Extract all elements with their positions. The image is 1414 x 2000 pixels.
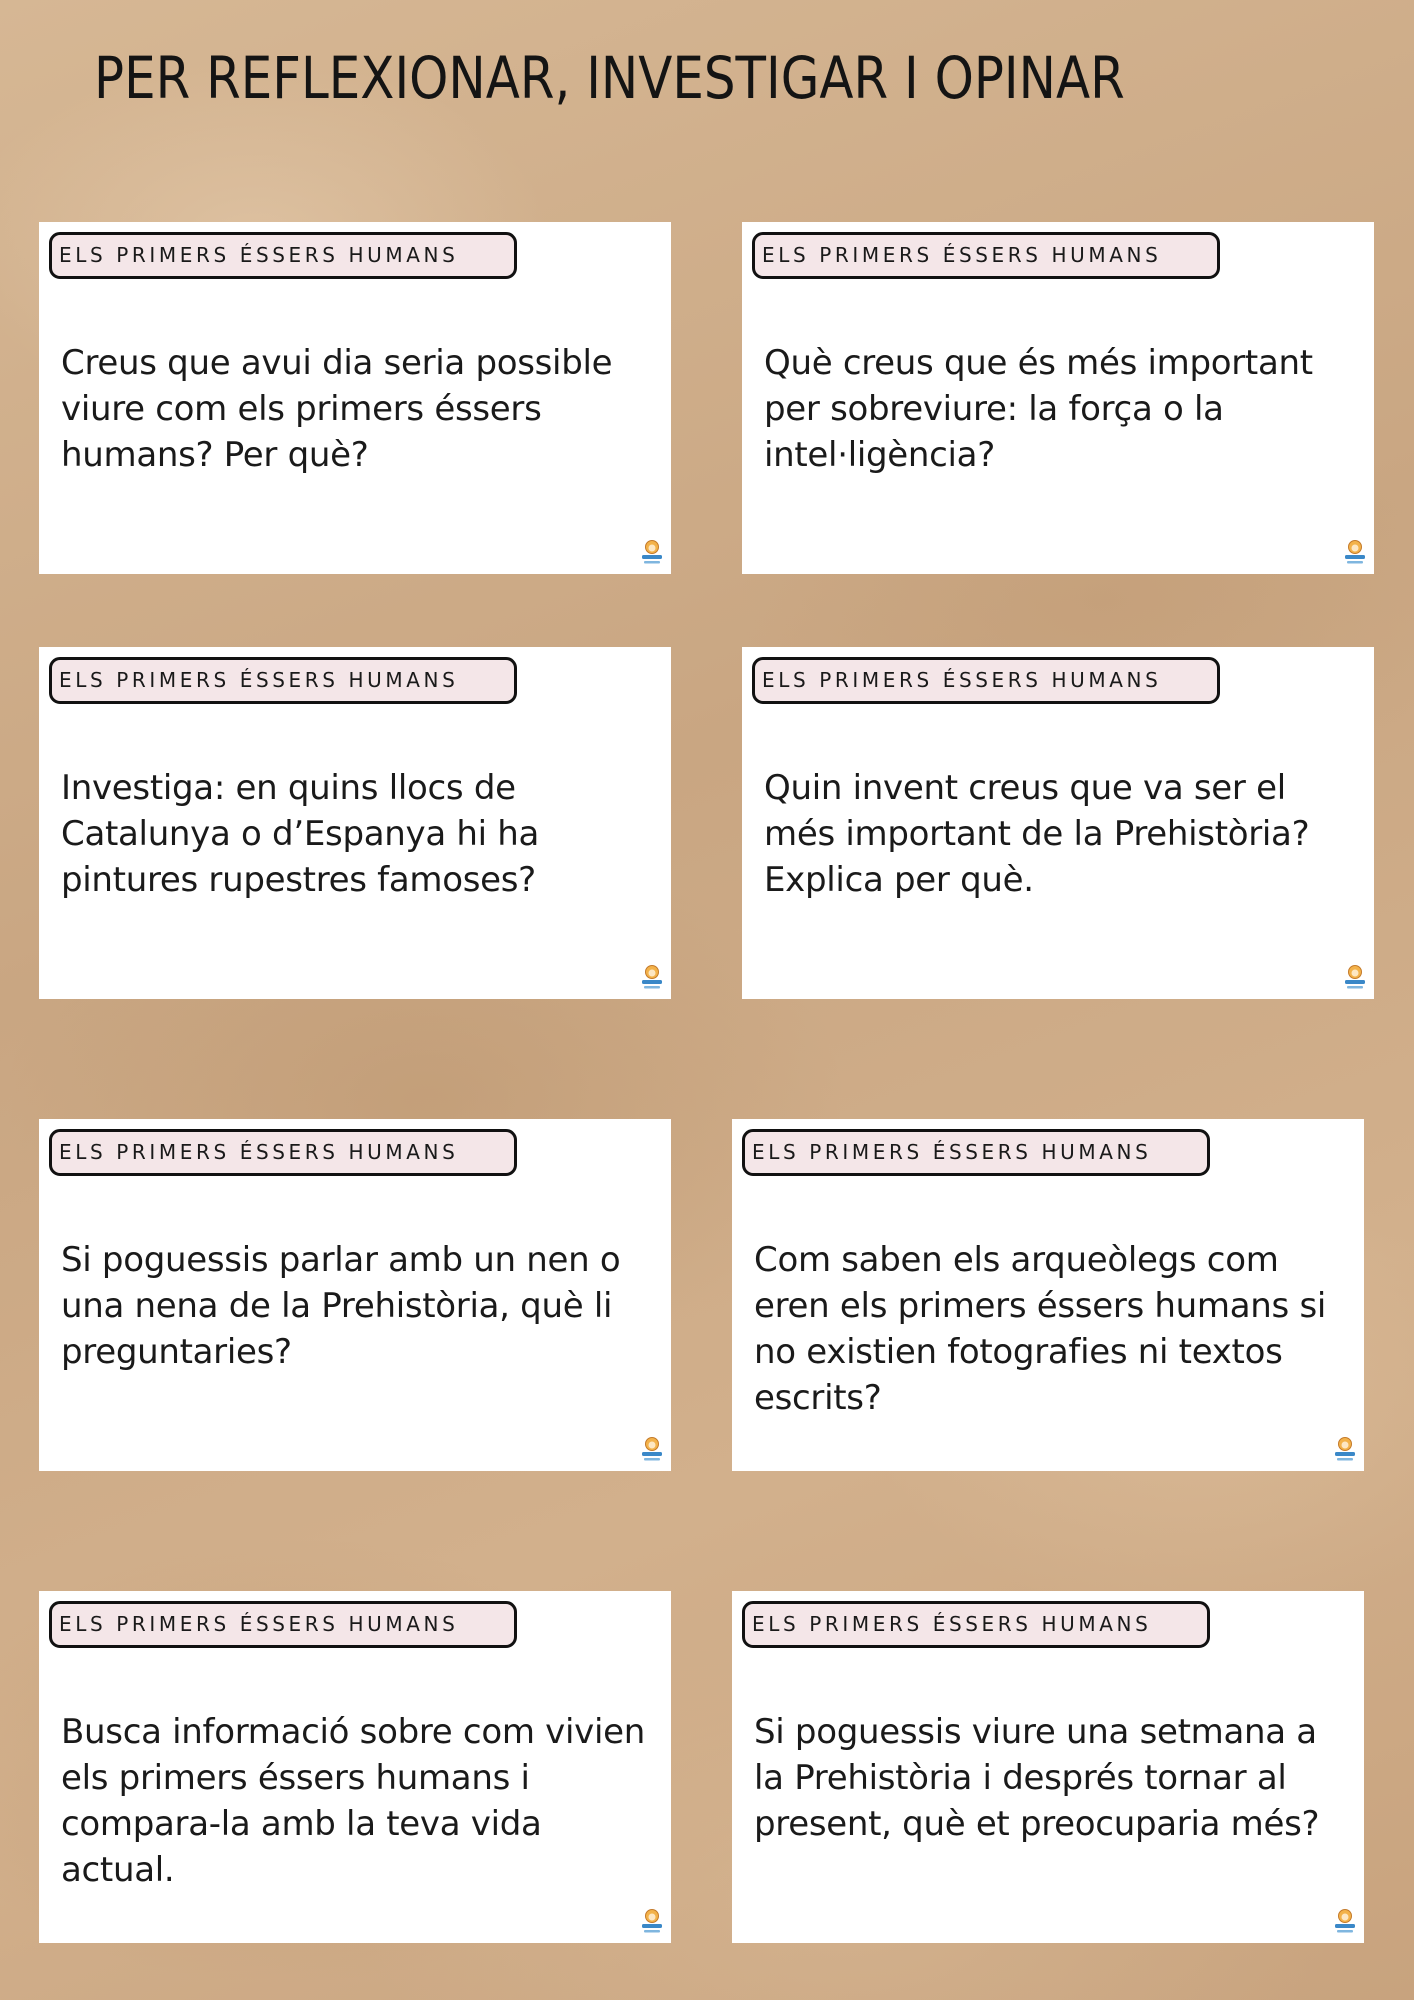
card-tag: ELS PRIMERS ÉSSERS HUMANS — [742, 1129, 1210, 1176]
small-logo-icon — [639, 963, 665, 993]
page-title: PER REFLEXIONAR, INVESTIGAR I OPINAR — [94, 44, 1125, 112]
small-logo-icon — [1332, 1907, 1358, 1937]
small-logo-icon — [1342, 963, 1368, 993]
question-card — [742, 222, 1374, 574]
small-logo-icon — [639, 1435, 665, 1465]
question-card — [39, 647, 671, 999]
small-logo-icon — [639, 1907, 665, 1937]
card-tag: ELS PRIMERS ÉSSERS HUMANS — [49, 657, 517, 704]
card-tag: ELS PRIMERS ÉSSERS HUMANS — [752, 657, 1220, 704]
question-card — [742, 647, 1374, 999]
question-card — [39, 1119, 671, 1471]
small-logo-icon — [639, 538, 665, 568]
card-question: Si poguessis parlar amb un nen o una nena de la Prehistòria, què li preguntaries? — [61, 1240, 621, 1372]
card-question: Quin invent creus que va ser el més important de la Prehistòria? Explica per què. — [764, 768, 1310, 900]
card-question: Busca informació sobre com vivien els primers éssers humans i compara-la amb la teva vida actual. — [61, 1712, 645, 1890]
question-card — [39, 1591, 671, 1943]
card-tag: ELS PRIMERS ÉSSERS HUMANS — [49, 1601, 517, 1648]
card-tag: ELS PRIMERS ÉSSERS HUMANS — [49, 1129, 517, 1176]
card-question: Com saben els arqueòlegs com eren els primers éssers humans si no existien fotografies ni textos escrits? — [754, 1240, 1327, 1418]
card-question: Creus que avui dia seria possible viure com els primers éssers humans? Per què? — [61, 343, 613, 475]
card-tag: ELS PRIMERS ÉSSERS HUMANS — [49, 232, 517, 279]
small-logo-icon — [1342, 538, 1368, 568]
small-logo-icon — [1332, 1435, 1358, 1465]
card-question: Si poguessis viure una setmana a la Prehistòria i després tornar al present, què et preocuparia més? — [754, 1712, 1320, 1844]
card-tag: ELS PRIMERS ÉSSERS HUMANS — [742, 1601, 1210, 1648]
question-card — [732, 1591, 1364, 1943]
question-card — [732, 1119, 1364, 1471]
card-question: Investiga: en quins llocs de Catalunya o d’Espanya hi ha pintures rupestres famoses? — [61, 768, 540, 900]
card-question: Què creus que és més important per sobreviure: la força o la intel·ligència? — [764, 343, 1313, 475]
question-card — [39, 222, 671, 574]
card-tag: ELS PRIMERS ÉSSERS HUMANS — [752, 232, 1220, 279]
